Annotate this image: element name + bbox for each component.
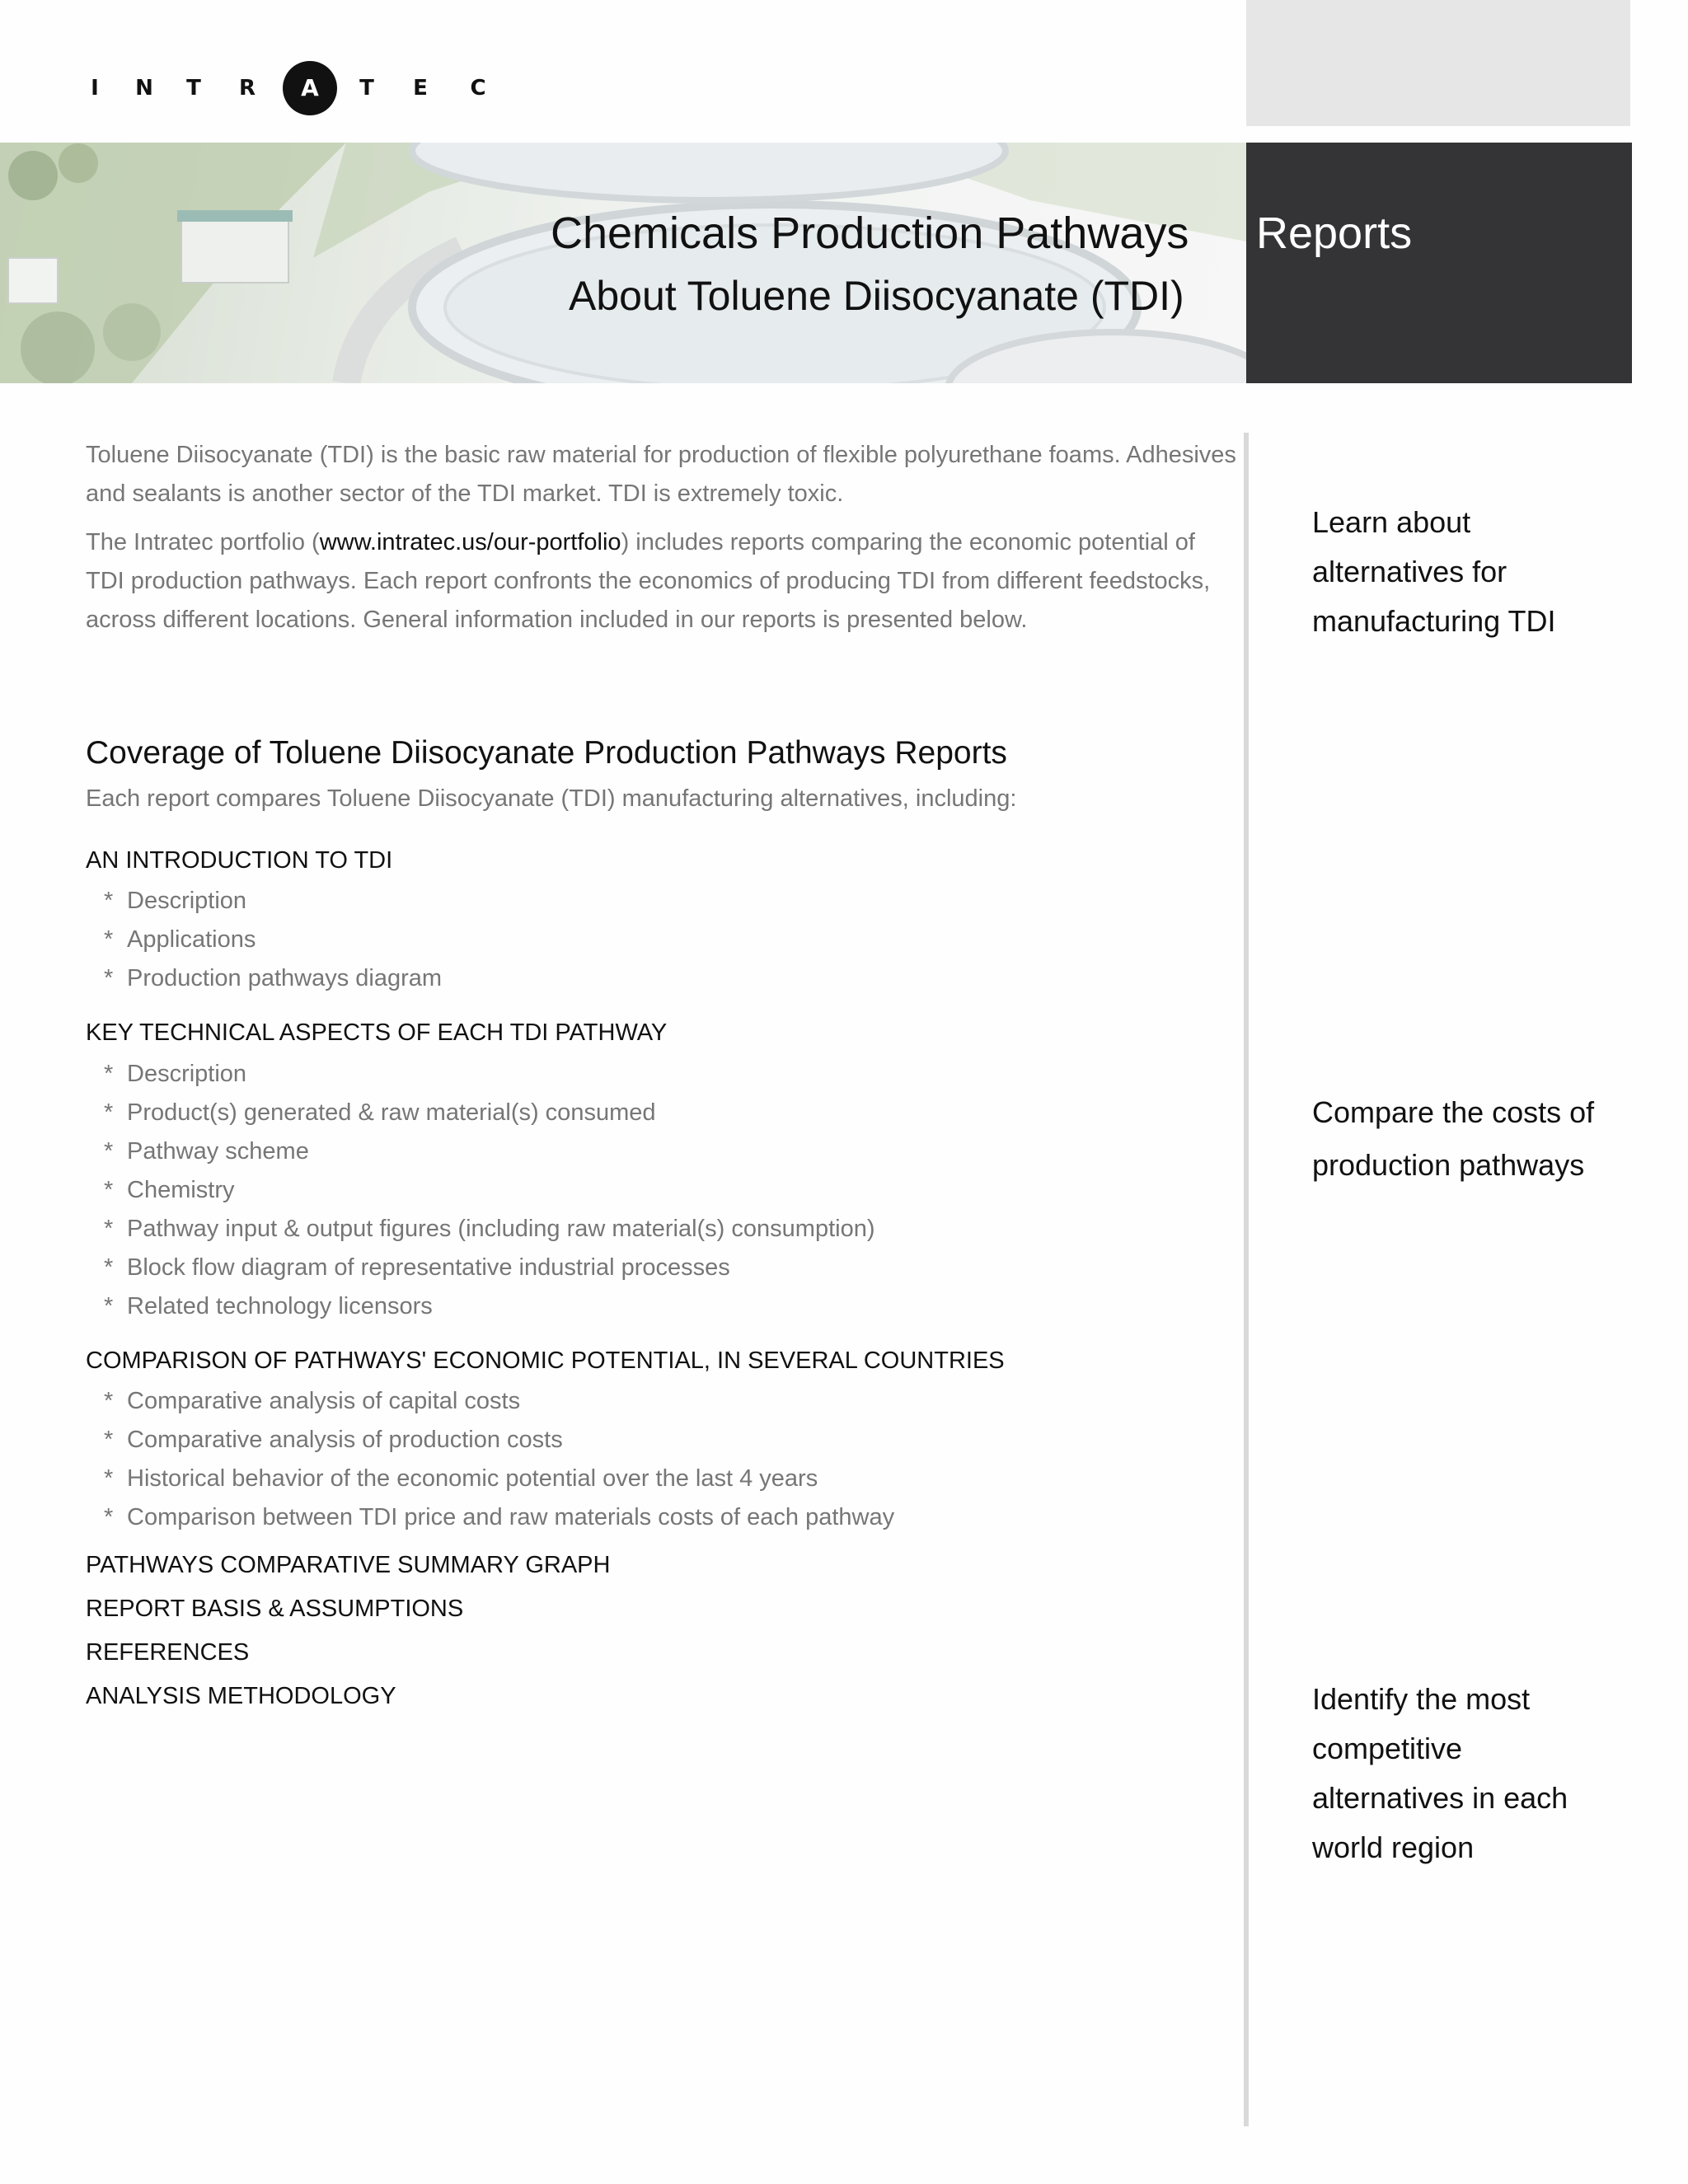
bullet-marker: * — [104, 926, 114, 953]
list-item-text: Block flow diagram of representative industrial processes — [127, 1254, 730, 1281]
coverage-heading: Coverage of Toluene Diisocyanate Production Pathways Reports — [86, 735, 1007, 771]
logo-letter: N — [135, 76, 153, 101]
sidebar-callout-learn: Learn about alternatives for manufacturing TDI — [1312, 505, 1556, 638]
banner-subtitle: About Toluene Diisocyanate (TDI) — [569, 273, 1184, 319]
portfolio-link[interactable]: www.intratec.us/our-portfolio — [319, 529, 621, 555]
banner-image — [0, 143, 1246, 383]
list-item-text: Related technology licensors — [127, 1293, 433, 1319]
list-item — [104, 1382, 894, 1421]
bullet-marker: * — [104, 1427, 114, 1453]
header-gray-block — [1246, 0, 1630, 126]
list-item — [104, 1421, 894, 1460]
banner-dark-panel — [1246, 143, 1632, 383]
list-item-text: Comparative analysis of production costs — [127, 1427, 563, 1453]
logo-circle-mark — [283, 61, 337, 115]
list-item — [104, 1498, 894, 1537]
list-item-text: Product(s) generated & raw material(s) consumed — [127, 1099, 656, 1126]
section-list — [104, 1055, 874, 1326]
section-title: COMPARISON OF PATHWAYS' ECONOMIC POTENTIAL, IN SEVERAL COUNTRIES — [86, 1347, 1005, 1374]
intratec-logo — [78, 58, 507, 120]
logo-letter: A — [301, 74, 319, 101]
list-item-text: Production pathways diagram — [127, 965, 443, 991]
section-title: REPORT BASIS & ASSUMPTIONS — [86, 1596, 464, 1622]
logo-letter: T — [186, 76, 201, 101]
bullet-marker: * — [104, 1138, 114, 1165]
bullet-marker: * — [104, 965, 114, 991]
list-item-text: Comparative analysis of capital costs — [127, 1388, 521, 1414]
logo-letter: R — [238, 76, 256, 101]
section-title: REFERENCES — [86, 1639, 250, 1666]
banner-title: Chemicals Production Pathways — [551, 209, 1189, 258]
sidebar-callout-compare: Compare the costs of production pathways — [1312, 1095, 1595, 1182]
list-item — [104, 959, 442, 998]
bullet-marker: * — [104, 1293, 114, 1319]
list-item — [104, 1171, 874, 1210]
section-list — [104, 882, 442, 998]
bullet-marker: * — [104, 888, 114, 914]
bullet-marker: * — [104, 1177, 114, 1203]
bullet-marker: * — [104, 1254, 114, 1281]
bullet-marker: * — [104, 1099, 114, 1126]
list-item-text: Comparison between TDI price and raw materials costs of each pathway — [127, 1504, 895, 1530]
coverage-intro: Each report compares Toluene Diisocyanate (TDI) manufacturing alternatives, including: — [86, 785, 1017, 812]
bullet-marker: * — [104, 1061, 114, 1087]
section-title: KEY TECHNICAL ASPECTS OF EACH TDI PATHWAY — [86, 1019, 668, 1046]
section-title: ANALYSIS METHODOLOGY — [86, 1683, 396, 1709]
section-title: PATHWAYS COMPARATIVE SUMMARY GRAPH — [86, 1552, 611, 1578]
list-item-text: Pathway input & output figures (including raw material(s) consumption) — [127, 1216, 875, 1242]
intro-text: The Intratec portfolio ( — [86, 529, 320, 555]
list-item-text: Chemistry — [127, 1177, 235, 1203]
intro-paragraph-1: Toluene Diisocyanate (TDI) is the basic raw material for production of flexible polyurethane foams. Adhesives and sealants is another sector of the TDI market. TDI is extremely toxic. — [86, 442, 1236, 507]
list-item-text: Description — [127, 888, 247, 914]
list-item — [104, 1055, 874, 1094]
logo-letter: C — [470, 76, 486, 101]
logo-letter: I — [91, 76, 99, 101]
list-item-text: Description — [127, 1061, 247, 1087]
list-item-text: Pathway scheme — [127, 1138, 309, 1165]
section-list — [104, 1382, 894, 1537]
banner-illustration — [0, 143, 1246, 383]
intro-paragraph-2 — [86, 523, 1240, 640]
list-item — [104, 921, 442, 959]
list-item — [104, 1287, 874, 1326]
sidebar-callout-identify: Identify the most competitive alternatives in each world region — [1312, 1682, 1568, 1864]
bullet-marker: * — [104, 1388, 114, 1414]
list-item — [104, 1132, 874, 1171]
list-item — [104, 1210, 874, 1249]
bullet-marker: * — [104, 1504, 114, 1530]
list-item-text: Historical behavior of the economic potential over the last 4 years — [127, 1465, 818, 1492]
list-item — [104, 882, 442, 921]
bullet-marker: * — [104, 1465, 114, 1492]
column-divider — [1244, 433, 1249, 2126]
bullet-marker: * — [104, 1216, 114, 1242]
list-item — [104, 1094, 874, 1132]
banner-title-reports: Reports — [1256, 209, 1413, 258]
section-title: AN INTRODUCTION TO TDI — [86, 847, 393, 874]
intro-text: ) includes reports comparing the economic potential of TDI production pathways. Each report confronts the economics of producing TDI from different feedstocks, across different locations. General information included in our reports is presented below. — [86, 529, 1211, 633]
logo-letter: E — [413, 76, 428, 101]
logo-letter: T — [359, 76, 374, 101]
list-item — [104, 1249, 874, 1287]
list-item — [104, 1460, 894, 1498]
list-item-text: Applications — [127, 926, 256, 953]
